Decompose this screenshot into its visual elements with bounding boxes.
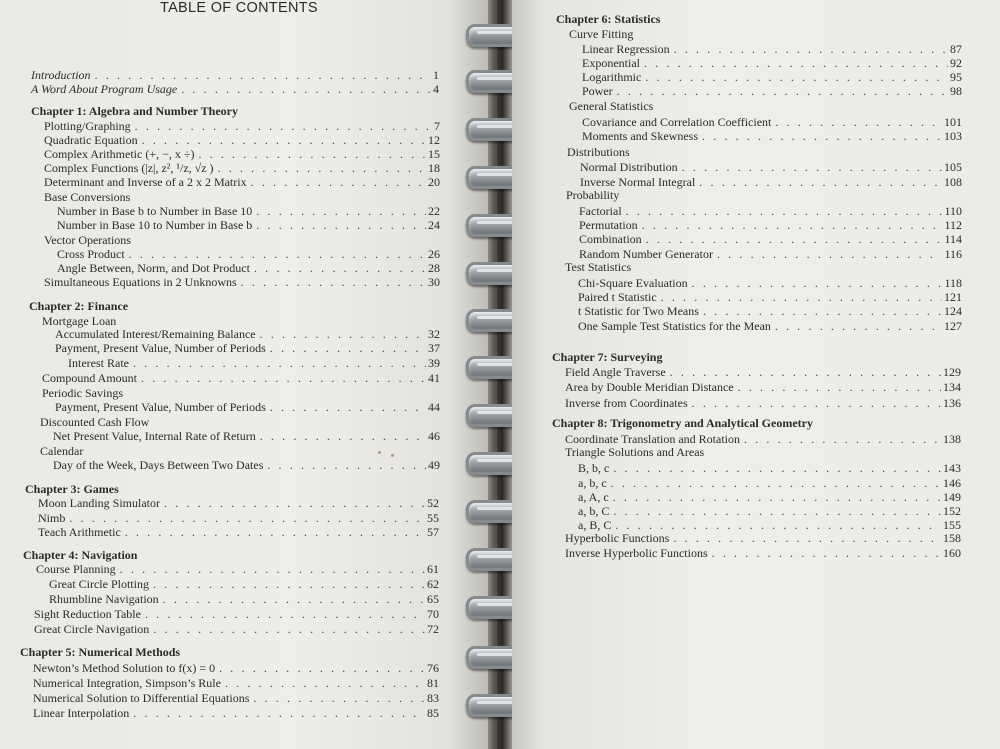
chapter-3-heading: Chapter 3: Games [25,482,119,496]
toc-entry: Numerical Solution to Differential Equations . . . 83 [33,691,439,705]
right-page [512,0,1000,749]
toc-entry: Payment, Present Value, Number of Periods . . . 37 [55,341,440,355]
toc-entry: Rhumbline Navigation . . . 65 [49,592,439,606]
toc-entry: Hyperbolic Functions . . . 158 [565,531,961,545]
toc-entry: a, B, C . . . 155 [578,518,961,532]
chapter-1-heading: Chapter 1: Algebra and Number Theory [31,104,239,118]
toc-entry: Linear Regression . . . 87 [582,42,962,56]
toc-subheading: Periodic Savings [42,386,123,400]
toc-subheading: Triangle Solutions and Areas [565,445,705,459]
toc-entry: Paired t Statistic . . . 121 [578,290,962,304]
chapter-5-heading: Chapter 5: Numerical Methods [20,645,181,659]
toc-entry: Determinant and Inverse of a 2 x 2 Matrix . . . 20 [44,175,440,189]
toc-entry: Newton’s Method Solution to f(x) = 0 . . . 76 [33,661,439,675]
toc-subheading: Test Statistics [565,260,632,274]
toc-entry: One Sample Test Statistics for the Mean . . . 127 [578,319,962,333]
toc-entry: Number in Base 10 to Number in Base b . . . 24 [57,218,440,232]
toc-entry: Course Planning . . . 61 [36,562,439,576]
toc-entry: a, A, c . . . 149 [578,490,961,504]
toc-entry: Net Present Value, Internal Rate of Return . . . 46 [53,429,440,443]
toc-subheading: General Statistics [569,99,654,113]
toc-entry: Accumulated Interest/Remaining Balance . . . 32 [55,327,440,341]
toc-entry: Great Circle Plotting . . . 62 [49,577,439,591]
toc-entry: t Statistic for Two Means . . . 124 [578,304,962,318]
toc-subheading: Distributions [567,145,630,159]
toc-entry: Quadratic Equation . . . 12 [44,133,440,147]
toc-entry: Simultaneous Equations in 2 Unknowns . . . 30 [44,275,440,289]
toc-subheading: Curve Fitting [569,27,634,41]
chapter-6-heading: Chapter 6: Statistics [556,12,661,26]
toc-entry: Sight Reduction Table . . . 70 [34,607,439,621]
chapter-7-heading: Chapter 7: Surveying [552,350,663,364]
chapter-8-heading: Chapter 8: Trigonometry and Analytical Geometry [552,416,813,430]
toc-entry: Complex Functions (|z|, z², ¹/z, √z ) . . . 18 [44,161,440,175]
toc-entry: Numerical Integration, Simpson’s Rule . . . 81 [33,676,439,690]
toc-subheading: Vector Operations [44,233,131,247]
toc-entry: Inverse Hyperbolic Functions . . . 160 [565,546,961,560]
toc-entry: Moments and Skewness . . . 103 [582,129,962,143]
toc-entry: Coordinate Translation and Rotation . . . 138 [565,432,961,446]
page-title: TABLE OF CONTENTS [160,0,318,16]
toc-entry: Area by Double Meridian Distance . . . 134 [565,380,961,394]
toc-entry: Random Number Generator . . . 116 [579,247,962,261]
toc-entry: Teach Arithmetic . . . 57 [38,525,439,539]
toc-subheading: Base Conversions [44,190,131,204]
toc-entry: Factorial . . . 110 [579,204,962,218]
toc-entry: Plotting/Graphing . . . 7 [44,119,440,133]
toc-entry: Compound Amount . . . 41 [42,371,440,385]
toc-entry: Number in Base b to Number in Base 10 . . . 22 [57,204,440,218]
toc-entry: Day of the Week, Days Between Two Dates . . . 49 [53,458,440,472]
toc-entry: Normal Distribution . . . 105 [580,160,962,174]
toc-entry: Great Circle Navigation . . . 72 [34,622,439,636]
toc-entry: Complex Arithmetic (+, −, x ÷) . . . 15 [44,147,440,161]
toc-entry: B, b, c . . . 143 [578,461,961,475]
toc-entry: Payment, Present Value, Number of Periods . . . 44 [55,400,440,414]
paper-stain [391,454,394,457]
toc-subheading: Probability [566,188,620,202]
toc-subheading: Calendar [40,444,84,458]
toc-entry: Power . . . 98 [582,84,962,98]
toc-entry: Chi-Square Evaluation . . . 118 [578,276,962,290]
toc-entry: Combination . . . 114 [579,232,962,246]
toc-entry: a, b, c . . . 146 [578,476,961,490]
toc-entry: a, b, C . . . 152 [578,504,961,518]
paper-stain [378,451,381,454]
chapter-4-heading: Chapter 4: Navigation [23,548,138,562]
toc-entry: Moon Landing Simulator . . . 52 [38,496,439,510]
toc-entry: Linear Interpolation . . . 85 [33,706,439,720]
toc-entry-introduction: Introduction . . . 1 [31,68,439,82]
toc-entry: Inverse Normal Integral . . . 108 [580,175,962,189]
toc-entry: Field Angle Traverse . . . 129 [565,365,961,379]
toc-entry: Nimb . . . 55 [38,511,439,525]
toc-entry: Cross Product . . . 26 [57,247,440,261]
toc-entry: Angle Between, Norm, and Dot Product . . . 28 [57,261,440,275]
toc-subheading: Mortgage Loan [42,314,117,328]
toc-subheading: Discounted Cash Flow [40,415,150,429]
chapter-2-heading: Chapter 2: Finance [29,299,129,313]
toc-entry: Permutation . . . 112 [579,218,962,232]
toc-entry: Inverse from Coordinates . . . 136 [565,396,961,410]
left-page [0,0,488,749]
toc-entry: Logarithmic . . . 95 [582,70,962,84]
toc-entry: Interest Rate . . . 39 [68,356,440,370]
toc-entry: Exponential . . . 92 [582,56,962,70]
toc-entry-program-usage: A Word About Program Usage . . . 4 [31,82,439,96]
toc-entry: Covariance and Correlation Coefficient . . . 101 [582,115,962,129]
